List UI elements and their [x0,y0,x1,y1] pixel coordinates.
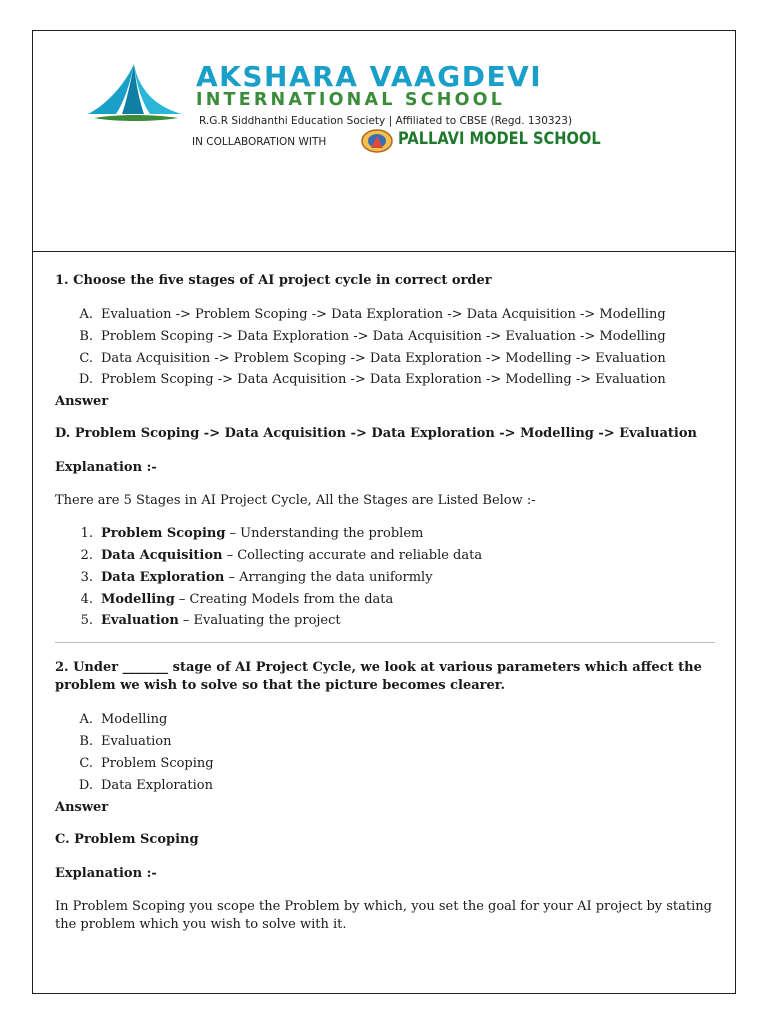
school-logo [86,60,606,160]
explanation-label: Explanation :- [55,460,157,476]
option-item: A. Modelling [79,712,168,728]
question-1: 1. Choose the five stages of AI project cycle in correct order [55,273,492,288]
question-1-options [55,306,715,389]
collaboration-school-name: PALLAVI MODEL SCHOOL [398,129,601,149]
stages-list [55,525,715,630]
answer-2: C. Problem Scoping [55,831,199,847]
stage-item: 3. Data Exploration – Arranging the data uniformly [80,569,433,585]
option-item: B. Evaluation [79,734,172,750]
answer-label: Answer [55,799,109,815]
school-name: AKSHARA VAAGDEVI [196,60,543,93]
explanation-2: In Problem Scoping you scope the Problem by which, you set the goal for your AI project by stating the problem which you wish to solve with it. [55,898,712,932]
school-subtitle: INTERNATIONAL SCHOOL [196,90,506,110]
stage-item: 1. Problem Scoping – Understanding the problem [80,526,424,542]
stage-item: 5. Evaluation – Evaluating the project [80,613,341,629]
option-item: A. Evaluation -> Problem Scoping -> Data Exploration -> Data Acquisition -> Modelling [79,307,666,322]
question-2-options [55,711,715,794]
crest-icon [361,128,393,154]
society-affiliation: R.G.R Siddhanthi Education Society | Affiliated to CBSE (Regd. 130323) [199,115,573,127]
tent-logo-icon [86,62,186,128]
option-item: B. Problem Scoping -> Data Exploration -> Data Acquisition -> Evaluation -> Modelling [79,328,666,344]
explanation-label: Explanation :- [55,865,157,881]
question-divider [55,642,715,643]
answer-label: Answer [55,394,109,410]
collaboration-text: IN COLLABORATION WITH [192,136,327,148]
option-item: C. Problem Scoping [79,755,214,771]
stage-item: 2. Data Acquisition – Collecting accurate and reliable data [80,547,483,563]
stage-item: 4. Modelling – Creating Models from the data [80,591,394,607]
explanation-intro: There are 5 Stages in AI Project Cycle, All the Stages are Listed Below :- [55,493,536,509]
option-item: D. Data Exploration [78,777,213,793]
option-item: C. Data Acquisition -> Problem Scoping -> Data Exploration -> Modelling -> Evaluation [79,350,666,366]
question-content [55,262,715,949]
question-2: 2. Under _______ stage of AI Project Cycle, we look at various parameters which affect the problem we wish to solve so that the picture becomes clearer. [55,660,702,694]
answer-1: D. Problem Scoping -> Data Acquisition -> Data Exploration -> Modelling -> Evaluation [55,426,697,442]
option-item: D. Problem Scoping -> Data Acquisition -> Data Exploration -> Modelling -> Evaluation [78,372,666,388]
